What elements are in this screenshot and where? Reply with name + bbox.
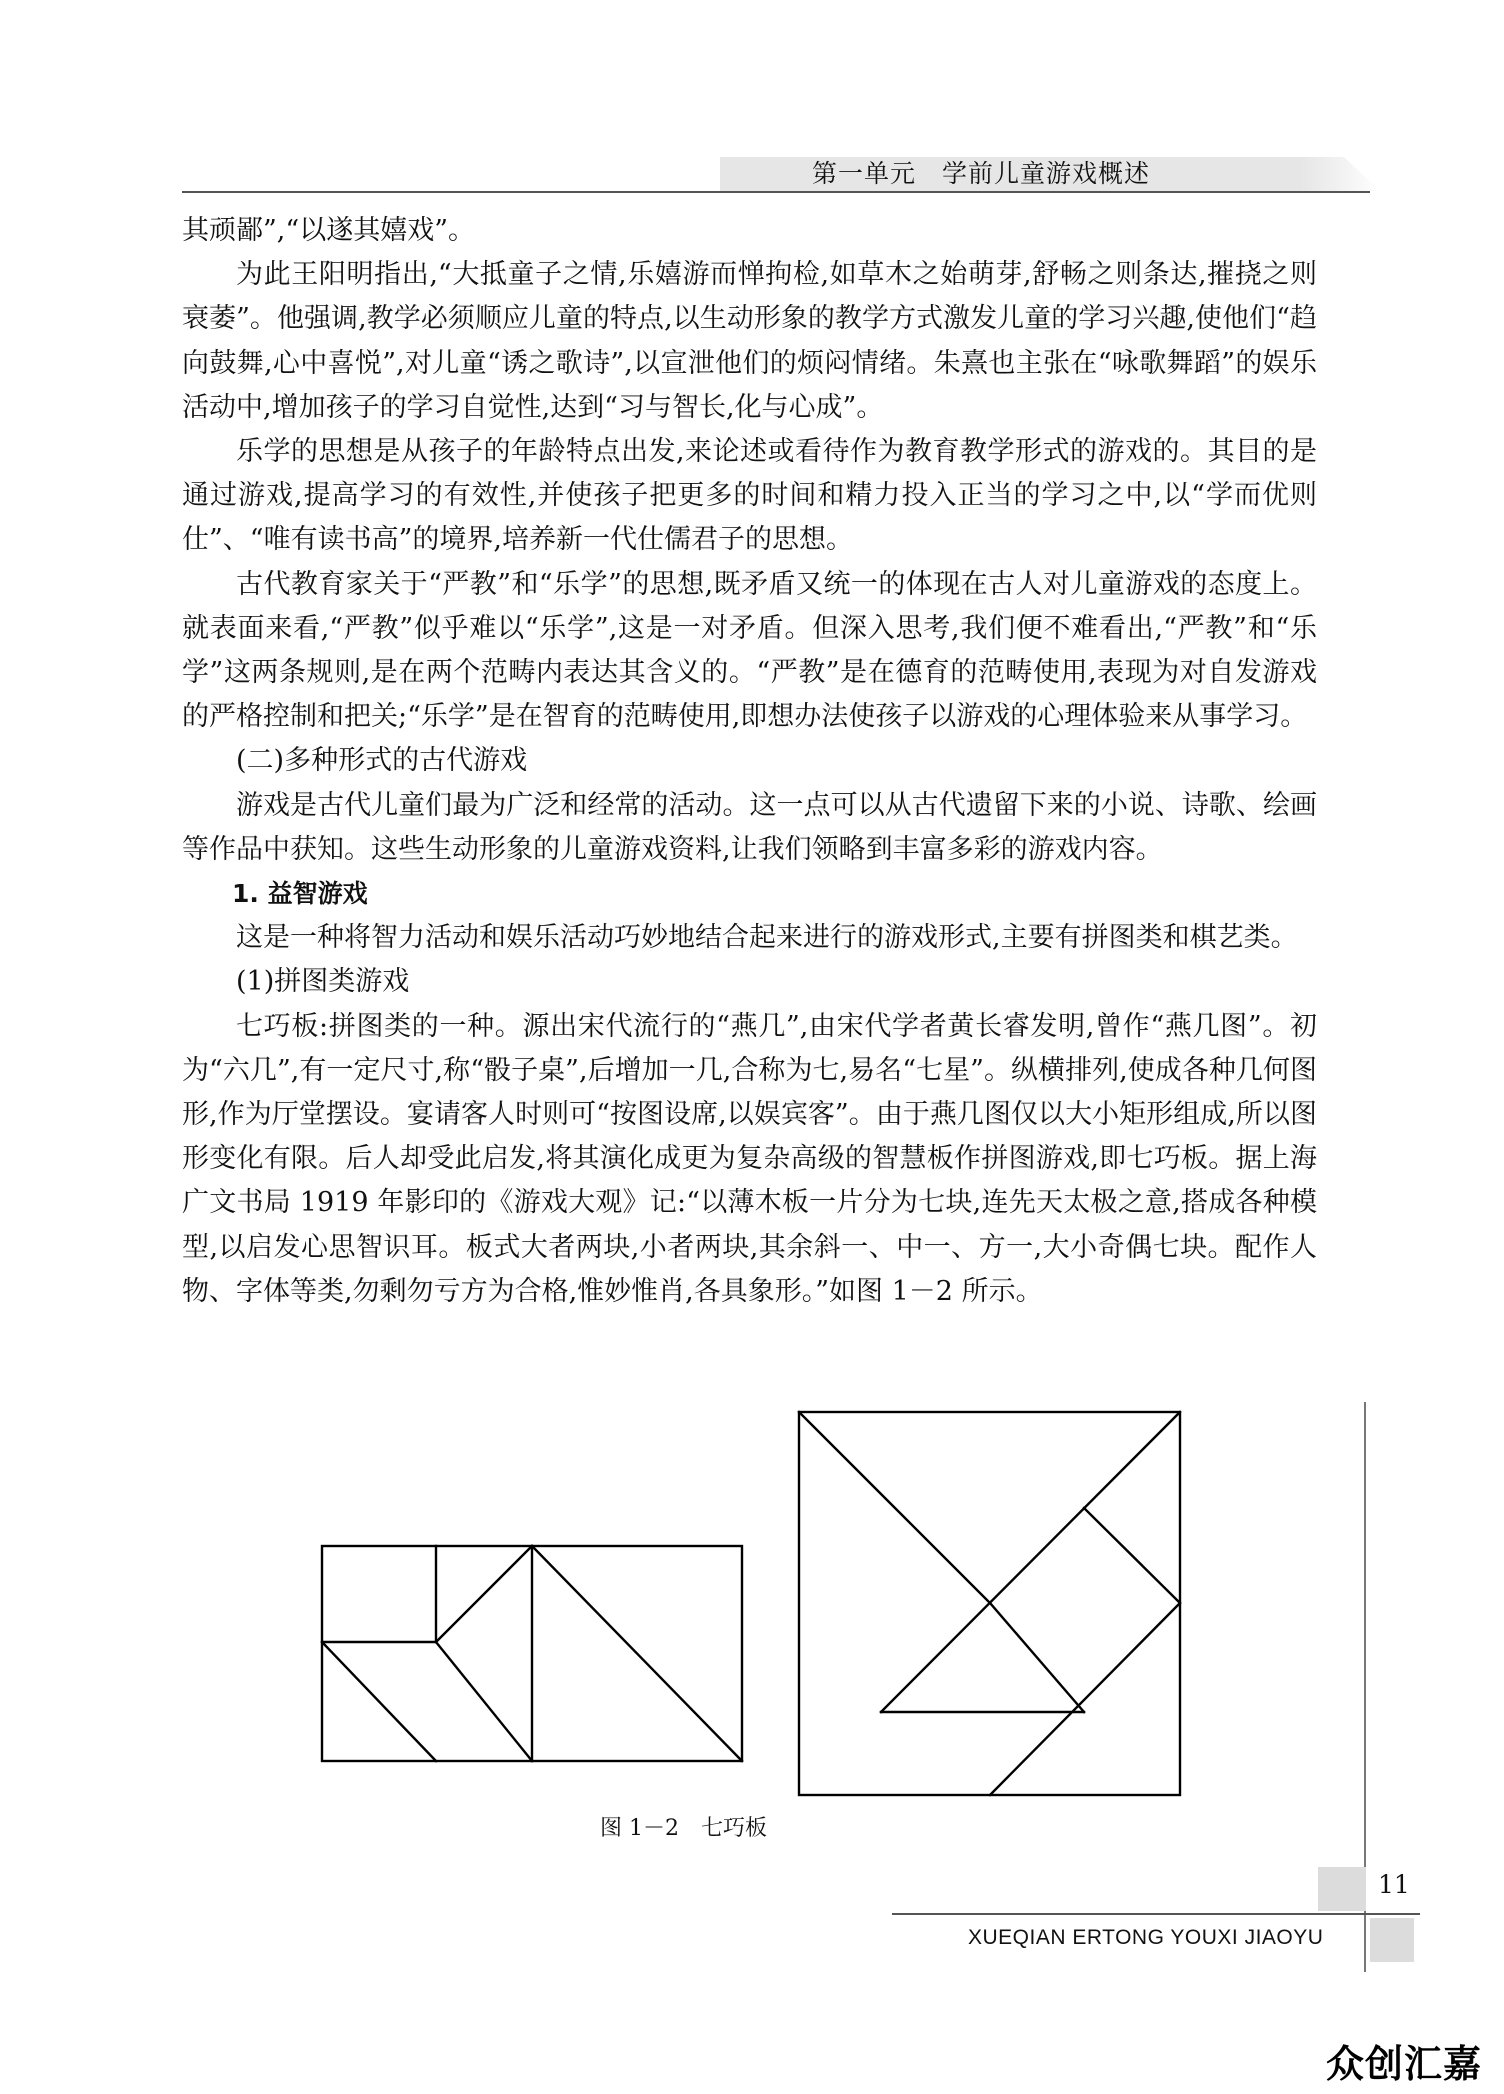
watermark-text: 众创汇嘉 — [1326, 2042, 1483, 2086]
paragraph-lexue: 乐学的思想是从孩子的年龄特点出发,来论述或看待作为教育教学形式的游戏的。其目的是通过游戏,提高学习的有效性,并使孩子把更多的时间和精力投入正当的学习之中,以“学而优则仕”、“唯有读书高”的境界,培养新一代仕儒君子的思想。 — [182, 436, 1317, 556]
book-series-title: XUEQIAN ERTONG YOUXI JIAOYU — [968, 1926, 1324, 1949]
paragraph-tangram: 七巧板:拼图类的一种。源出宋代流行的“燕几”,由宋代学者黄长睿发明,曾作“燕几图”。初为“六几”,有一定尺寸,称“骰子桌”,后增加一几,合称为七,易名“七星”。纵横排列,使成各种几何图形,作为厅堂摆设。宴请客人时则可“按图设席,以娱宾客”。由于燕几图仅以大小矩形组成,所以图形变化有限。后人却受此启发,将其演化成更为复杂高级的智慧板作拼图游戏,即七巧板。据上海广文书局 1919 年影印的《游戏大观》记:“以薄木板一片分为七块,连先天太极之意,搭成各种模型,以启发心思智识耳。板式大者两块,小者两块,其余斜一、中一、方一,大小奇偶七块。配作人物、字体等类,勿剩勿亏方为合格,惟妙惟肖,各具象形。”如图 1－2 所示。 — [182, 1010, 1317, 1307]
heading-jigsaw-games: (1)拼图类游戏 — [236, 966, 410, 998]
footer-rule — [892, 1913, 1420, 1915]
chapter-header-title: 第一单元 学前儿童游戏概述 — [812, 159, 1151, 188]
tangram-square-diagram — [799, 1412, 1180, 1795]
paragraph-games-intro: 游戏是古代儿童们最为广泛和经常的活动。这一点可以从古代遗留下来的小说、诗歌、绘画等作品中获知。这些生动形象的儿童游戏资料,让我们领略到丰富多彩的游戏内容。 — [182, 789, 1317, 865]
header-rule — [182, 191, 1370, 193]
paragraph-yanjiao-lexue: 古代教育家关于“严教”和“乐学”的思想,既矛盾又统一的体现在古人对儿童游戏的态度上。就表面来看,“严教”似乎难以“乐学”,这是一对矛盾。但深入思考,我们便不难看出,“严教”和“乐学”这两条规则,是在两个范畴内表达其含义的。“严教”是在德育的范畴使用,表现为对自发游戏的严格控制和把关;“乐学”是在智育的范畴使用,即想办法使孩子以游戏的心理体验来从事学习。 — [182, 568, 1317, 733]
heading-puzzle-games: 1. 益智游戏 — [232, 879, 368, 909]
footer-corner-box — [1370, 1918, 1414, 1962]
paragraph-continuation: 其顽鄙”,“以遂其嬉戏”。 — [182, 215, 475, 246]
header-wedge — [1300, 157, 1380, 191]
paragraph-wang-yangming: 为此王阳明指出,“大抵童子之情,乐嬉游而惮拘检,如草木之始萌芽,舒畅之则条达,摧挠之则衰萎”。他强调,教学必须顺应儿童的特点,以生动形象的教学方式激发儿童的学习兴趣,使他们“趋向鼓舞,心中喜悦”,对儿童“诱之歌诗”,以宣泄他们的烦闷情绪。朱熹也主张在“咏歌舞蹈”的娱乐活动中,增加孩子的学习自觉性,达到“习与智长,化与心成”。 — [182, 259, 1317, 423]
page-number-box — [1318, 1867, 1366, 1911]
body-text — [182, 209, 1317, 1314]
paragraph-puzzle-intro: 这是一种将智力活动和娱乐活动巧妙地结合起来进行的游戏形式,主要有拼图类和棋艺类。 — [236, 922, 1298, 954]
section-heading-ancient-games: (二)多种形式的古代游戏 — [236, 745, 528, 777]
figure-caption: 图 1－2 七巧板 — [600, 1816, 767, 1841]
yanji-rectangle-diagram — [322, 1546, 742, 1761]
page-number: 11 — [1378, 1870, 1410, 1899]
